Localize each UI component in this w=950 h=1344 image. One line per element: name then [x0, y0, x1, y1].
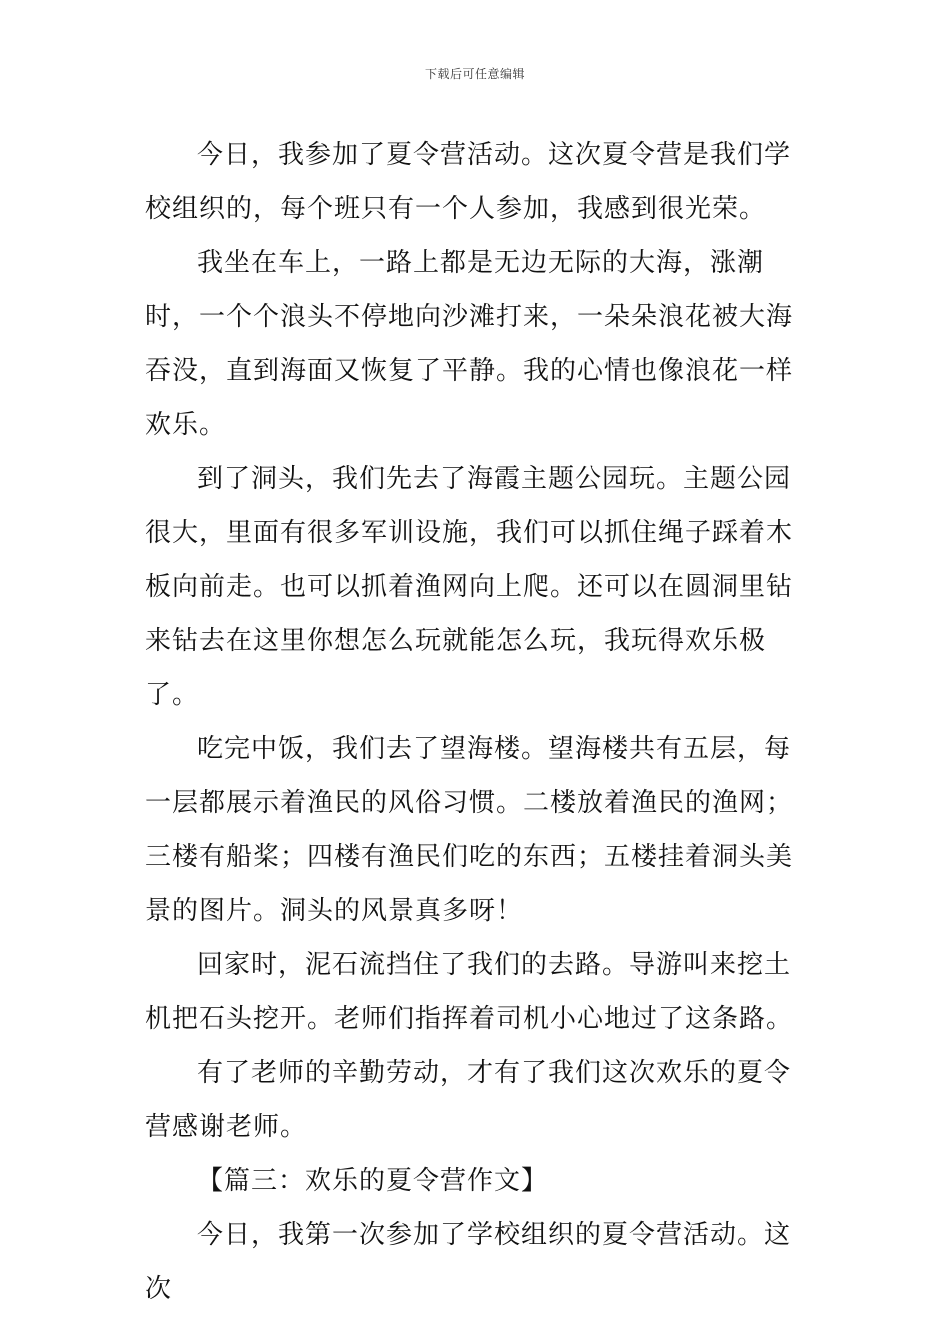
paragraph-7: 今日，我第一次参加了学校组织的夏令营活动。这次 [145, 1220, 792, 1304]
paragraph-3: 到了洞头，我们先去了海霞主题公园玩。主题公园很大，里面有很多军训设施，我们可以抓住绳子踩着木板向前走。也可以抓着渔网向上爬。还可以在圆洞里钻来钻去在这里你想怎么玩就能怎么玩，我玩得欢乐极了。 [145, 464, 794, 710]
paragraph-2: 我坐在车上，一路上都是无边无际的大海，涨潮时，一个个浪头不停地向沙滩打来，一朵朵浪花被大海吞没，直到海面又恢复了平静。我的心情也像浪花一样欢乐。 [145, 248, 794, 440]
paragraph-1: 今日，我参加了夏令营活动。这次夏令营是我们学校组织的，每个班只有一个人参加，我感到很光荣。 [145, 140, 792, 224]
page-header-note: 下载后可任意编辑 [424, 67, 525, 81]
paragraph-5: 回家时，泥石流挡住了我们的去路。导游叫来挖土机把石头挖开。老师们指挥着司机小心地过了这条路。 [145, 950, 794, 1034]
section-heading: 【篇三：欢乐的夏令营作文】 [197, 1166, 549, 1196]
paragraph-4: 吃完中饭，我们去了望海楼。望海楼共有五层，每一层都展示着渔民的风俗习惯。二楼放着渔民的渔网；三楼有船桨；四楼有渔民们吃的东西；五楼挂着洞头美景的图片。洞头的风景真多呀！ [145, 734, 794, 926]
paragraph-6: 有了老师的辛勤劳动，才有了我们这次欢乐的夏令营感谢老师。 [145, 1058, 792, 1142]
document-body [145, 128, 807, 1316]
